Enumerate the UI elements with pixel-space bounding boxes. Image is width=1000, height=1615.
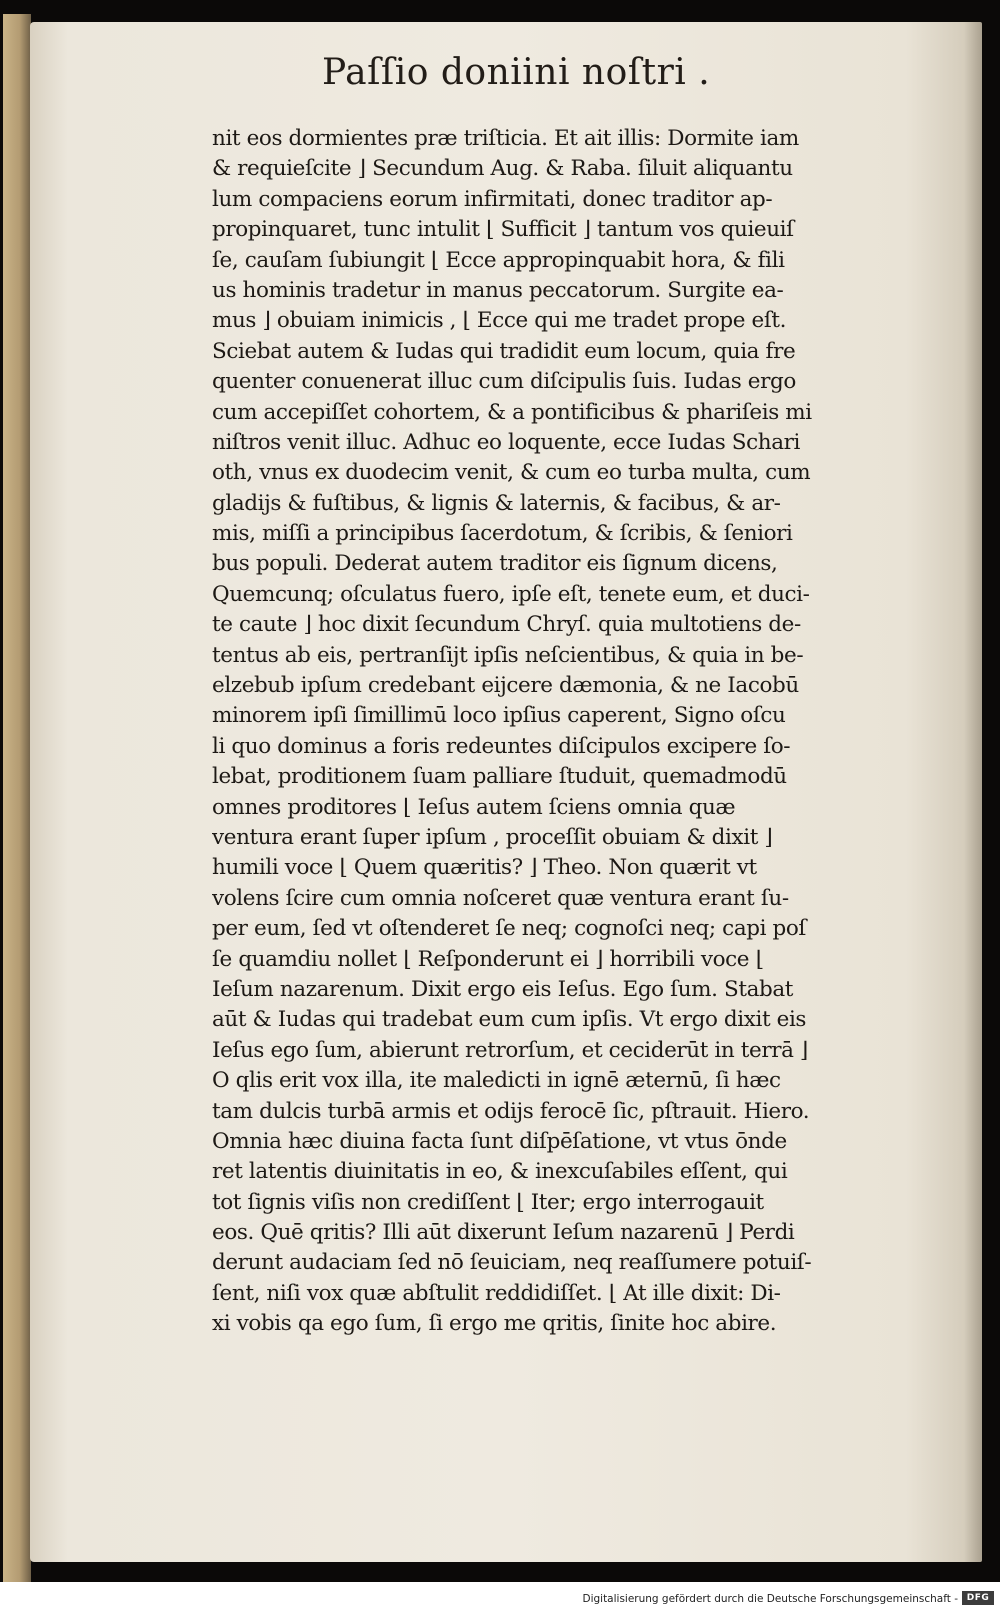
text-line: minorem ipſi ſimillimū loco ipſius caperent, Signo oſcu xyxy=(212,703,786,729)
text-line: te caute ⌋ hoc dixit ſecundum Chryſ. quia multotiens de- xyxy=(212,612,801,638)
text-line: volens ſcire cum omnia noſceret quæ ventura erant ſu- xyxy=(212,885,789,911)
text-line: niſtros venit illuc. Adhuc eo loquente, ecce Iudas Schari xyxy=(212,429,800,455)
text-line: li quo dominus a foris redeuntes diſcipulos excipere ſo- xyxy=(212,733,791,759)
body-text xyxy=(212,124,928,1340)
digitization-footer xyxy=(0,1582,1000,1615)
text-line: mus ⌋ obuiam inimicis , ⌊ Ecce qui me tradet prope eſt. xyxy=(212,308,787,334)
text-line: tot ſignis viſis non crediſſent ⌊ Iter; ergo interrogauit xyxy=(212,1189,764,1215)
text-line: Sciebat autem & Iudas qui tradidit eum locum, quia fre xyxy=(212,338,796,364)
book-edge xyxy=(3,14,31,1584)
text-line: humili voce ⌊ Quem quæritis? ⌋ Theo. Non quærit vt xyxy=(212,855,757,881)
text-line: bus populi. Dederat autem traditor eis ſignum dicens, xyxy=(212,551,778,577)
text-line: tam dulcis turbā armis et odijs ferocē ſic, pſtrauit. Hiero. xyxy=(212,1098,810,1124)
text-line: & requieſcite ⌋ Secundum Aug. & Raba. ſiluit aliquantu xyxy=(212,156,793,182)
text-line: lebat, proditionem ſuam palliare ſtuduit, quemadmodū xyxy=(212,764,787,790)
text-line: tentus ab eis, pertranſijt ipſis neſcientibus, & quia in be- xyxy=(212,642,804,668)
text-line: aūt & Iudas qui tradebat eum cum ipſis. Vt ergo dixit eis xyxy=(212,1007,807,1033)
text-line: mis, miſſi a principibus ſacerdotum, & ſcribis, & ſeniori xyxy=(212,521,793,547)
text-line: Ieſum nazarenum. Dixit ergo eis Ieſus. Ego ſum. Stabat xyxy=(212,976,794,1002)
text-line: gladijs & fuſtibus, & lignis & laternis, & facibus, & ar- xyxy=(212,490,781,516)
running-head: Paſſio doniini noſtri . xyxy=(322,52,711,93)
text-line: ret latentis diuinitatis in eo, & inexcuſabiles eſſent, qui xyxy=(212,1159,788,1185)
text-line: Omnia hæc diuina facta ſunt diſpēſatione, vt vtus ōnde xyxy=(212,1128,787,1154)
text-line: nit eos dormientes præ triſticia. Et ait illis: Dormite iam xyxy=(212,126,799,151)
text-line: ſent, niſi vox quæ abſtulit reddidiſſet. ⌊ At ille dixit: Di- xyxy=(212,1280,781,1306)
footer-credit: Digitalisierung gefördert durch die Deutsche Forschungsgemeinschaft - xyxy=(582,1593,958,1605)
page-gutter-shadow xyxy=(964,22,982,1562)
text-line: cum accepiſſet cohortem, & a pontificibus & phariſeis mi xyxy=(212,399,812,425)
text-line: Ieſus ego ſum, abierunt retrorſum, et ceciderūt in terrā ⌋ xyxy=(212,1037,808,1063)
text-line: ſe, cauſam ſubiungit ⌊ Ecce appropinquabit hora, & fili xyxy=(212,247,785,273)
text-line: oth, vnus ex duodecim venit, & cum eo turba multa, cum xyxy=(212,460,811,486)
text-line: Quemcunq; oſculatus fuero, ipſe eſt, tenete eum, et duci- xyxy=(212,581,810,607)
text-line: derunt audaciam ſed nō ſeuiciam, neq reaſſumere potuiſ- xyxy=(212,1250,812,1276)
text-line: omnes proditores ⌊ Ieſus autem ſciens omnia quæ xyxy=(212,794,736,820)
text-line: ventura erant ſuper ipſum , proceſſit obuiam & dixit ⌋ xyxy=(212,824,773,850)
text-line: xi vobis qa ego ſum, ſi ergo me qritis, ſinite hoc abire. xyxy=(212,1311,777,1337)
text-line: quenter conuenerat illuc cum diſcipulis ſuis. Iudas ergo xyxy=(212,369,796,395)
text-line: us hominis tradetur in manus peccatorum. Surgite ea- xyxy=(212,277,784,303)
text-line: ſe quamdiu nollet ⌊ Reſponderunt ei ⌋ horribili voce ⌊ xyxy=(212,946,764,972)
text-line: per eum, ſed vt oſtenderet ſe neq; cognoſci neq; capi poſ xyxy=(212,916,806,942)
text-line: eos. Quē qritis? Illi aūt dixerunt Ieſum nazarenū ⌋ Perdi xyxy=(212,1220,795,1246)
dfg-logo: DFG xyxy=(962,1591,994,1605)
text-line: O qlis erit vox illa, ite maledicti in ignē æternū, ſi hæc xyxy=(212,1068,781,1094)
text-line: propinquaret, tunc intulit ⌊ Sufficit ⌋ tantum vos quieuiſ xyxy=(212,217,794,243)
text-line: elzebub ipſum credebant eijcere dæmonia, & ne Iacobū xyxy=(212,673,799,699)
text-line: lum compaciens eorum infirmitati, donec traditor ap- xyxy=(212,186,773,212)
